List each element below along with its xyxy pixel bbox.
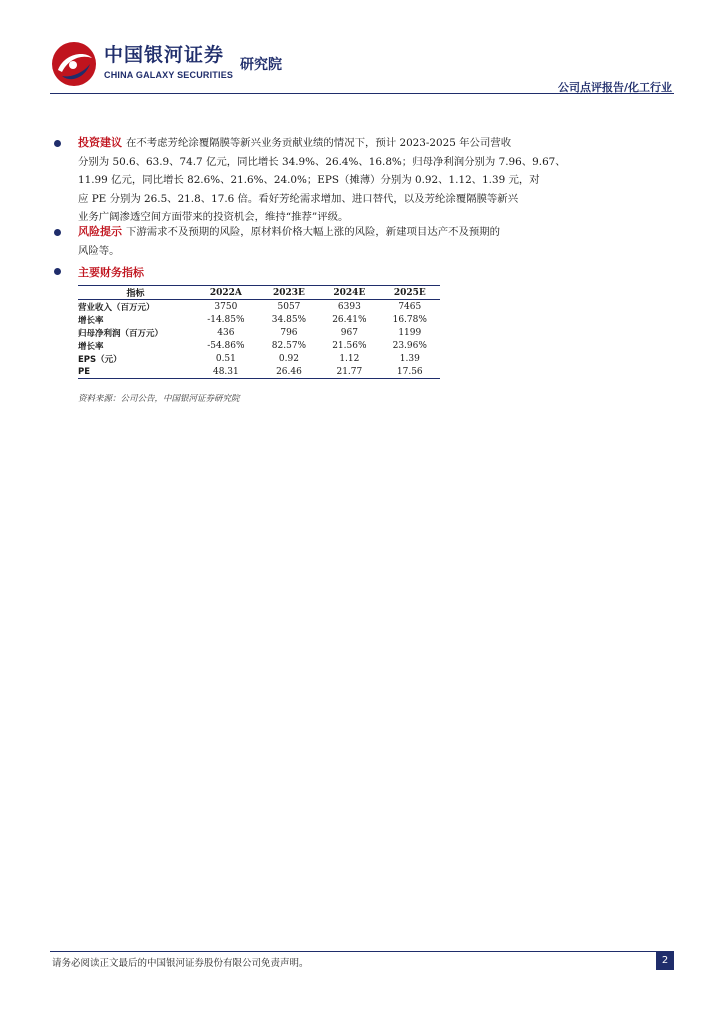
investment-keyword: 投资建议 [78, 136, 122, 149]
footer-divider [50, 951, 674, 952]
investment-paragraph [78, 134, 570, 227]
table-header-cell: 2025E [380, 286, 440, 300]
financials-table [78, 285, 440, 379]
table-header-row [78, 286, 440, 300]
investment-line-2: 分别为 50.6、63.9、74.7 亿元，同比增长 34.9%、26.4%、16.8%；归母净利润分别为 7.96、9.67、 [78, 155, 566, 168]
table-source: 资料来源：公司公告，中国银河证券研究院 [78, 394, 240, 404]
brand-name-en: CHINA GALAXY SECURITIES [104, 70, 234, 80]
footer-disclaimer: 请务必阅读正文最后的中国银河证券股份有限公司免责声明。 [52, 958, 309, 969]
financials-title: 主要财务指标 [78, 266, 144, 279]
investment-line-1: 投资建议 在不考虑芳纶涂覆隔膜等新兴业务贡献业绩的情况下，预计 2023-2025 年公司营收 [78, 136, 512, 149]
risk-paragraph [78, 223, 570, 260]
investment-line-4: 应 PE 分别为 26.5、21.8、17.6 倍。看好芳纶需求增加、进口替代，以及芳纶涂覆隔膜等新兴 [78, 192, 519, 205]
table-row: 增长率 -54.86% 82.57% 21.56% 23.96% [78, 340, 427, 352]
risk-line-1: 风险提示 下游需求不及预期的风险，原材料价格大幅上涨的风险，新建项目达产不及预期的 [78, 225, 501, 238]
table-row: 归母净利润（百万元） 436 796 967 1199 [78, 327, 422, 339]
galaxy-logo-icon [50, 40, 98, 88]
risk-line-2: 风险等。 [78, 244, 120, 257]
bullet-dot-icon [54, 140, 61, 147]
table-row: EPS（元） 0.51 0.92 1.12 1.39 [78, 353, 420, 365]
investment-line-5: 业务广阔渗透空间方面带来的投资机会，维持“推荐”评级。 [78, 211, 349, 224]
table-row: 增长率 -14.85% 34.85% 26.41% 16.78% [78, 314, 427, 326]
table-header-cell: 2024E [319, 286, 379, 300]
brand-name-cn: 中国银河证券 [104, 44, 225, 66]
page-number: 2 [656, 952, 674, 970]
risk-keyword: 风险提示 [78, 225, 122, 238]
bullet-dot-icon [54, 229, 61, 236]
table-row: 营业收入（百万元） 3750 5057 6393 7465 [78, 301, 422, 313]
table-row: PE 48.31 26.46 21.77 17.56 [78, 365, 440, 379]
investment-line-3: 11.99 亿元，同比增长 82.6%、21.6%、24.0%；EPS（摊薄）分别为 0.92、1.12、1.39 元，对 [78, 174, 540, 187]
brand [104, 44, 233, 81]
report-type: 公司点评报告/化工行业 [557, 81, 672, 94]
table-header-cell: 2022A [193, 286, 259, 300]
table-header-cell: 指标 [78, 286, 193, 300]
bullet-dot-icon [54, 268, 61, 275]
header-divider [50, 93, 674, 94]
institute-label: 研究院 [240, 57, 282, 73]
table-header-cell: 2023E [259, 286, 319, 300]
